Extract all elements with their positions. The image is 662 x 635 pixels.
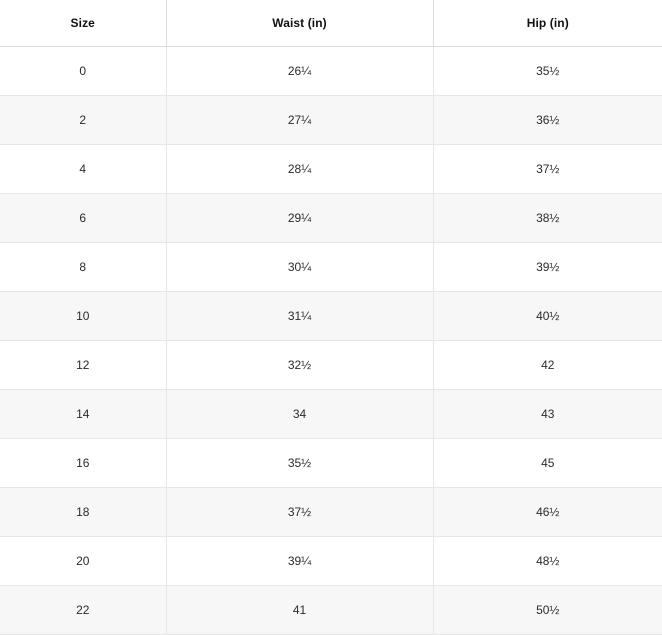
cell-hip: 35½ bbox=[433, 47, 662, 96]
cell-hip: 46½ bbox=[433, 488, 662, 537]
cell-hip: 43 bbox=[433, 390, 662, 439]
cell-waist: 28¼ bbox=[166, 145, 433, 194]
cell-hip: 48½ bbox=[433, 537, 662, 586]
column-header-waist: Waist (in) bbox=[166, 0, 433, 47]
table-row bbox=[0, 439, 662, 488]
cell-waist: 30¼ bbox=[166, 243, 433, 292]
cell-size: 10 bbox=[0, 292, 166, 341]
table-row bbox=[0, 145, 662, 194]
cell-waist: 32½ bbox=[166, 341, 433, 390]
cell-size: 6 bbox=[0, 194, 166, 243]
table-body bbox=[0, 47, 662, 635]
cell-waist: 37½ bbox=[166, 488, 433, 537]
cell-size: 4 bbox=[0, 145, 166, 194]
cell-hip: 36½ bbox=[433, 96, 662, 145]
cell-size: 0 bbox=[0, 47, 166, 96]
column-header-size: Size bbox=[0, 0, 166, 47]
cell-hip: 39½ bbox=[433, 243, 662, 292]
cell-hip: 42 bbox=[433, 341, 662, 390]
table-row bbox=[0, 488, 662, 537]
cell-size: 16 bbox=[0, 439, 166, 488]
cell-waist: 29¼ bbox=[166, 194, 433, 243]
cell-waist: 34 bbox=[166, 390, 433, 439]
cell-waist: 39¼ bbox=[166, 537, 433, 586]
cell-hip: 50½ bbox=[433, 586, 662, 635]
table-row bbox=[0, 243, 662, 292]
table-row bbox=[0, 47, 662, 96]
table-row bbox=[0, 537, 662, 586]
cell-size: 20 bbox=[0, 537, 166, 586]
table-row bbox=[0, 341, 662, 390]
cell-size: 8 bbox=[0, 243, 166, 292]
table-row bbox=[0, 586, 662, 635]
cell-hip: 37½ bbox=[433, 145, 662, 194]
table-header-row bbox=[0, 0, 662, 47]
cell-waist: 26¼ bbox=[166, 47, 433, 96]
column-header-hip: Hip (in) bbox=[433, 0, 662, 47]
cell-size: 22 bbox=[0, 586, 166, 635]
cell-waist: 41 bbox=[166, 586, 433, 635]
table-row bbox=[0, 194, 662, 243]
table-header bbox=[0, 0, 662, 47]
cell-size: 18 bbox=[0, 488, 166, 537]
cell-hip: 38½ bbox=[433, 194, 662, 243]
cell-size: 2 bbox=[0, 96, 166, 145]
cell-hip: 40½ bbox=[433, 292, 662, 341]
cell-size: 12 bbox=[0, 341, 166, 390]
cell-waist: 31¼ bbox=[166, 292, 433, 341]
cell-size: 14 bbox=[0, 390, 166, 439]
cell-waist: 35½ bbox=[166, 439, 433, 488]
cell-waist: 27¼ bbox=[166, 96, 433, 145]
table-row bbox=[0, 390, 662, 439]
table-row bbox=[0, 96, 662, 145]
table-row bbox=[0, 292, 662, 341]
cell-hip: 45 bbox=[433, 439, 662, 488]
